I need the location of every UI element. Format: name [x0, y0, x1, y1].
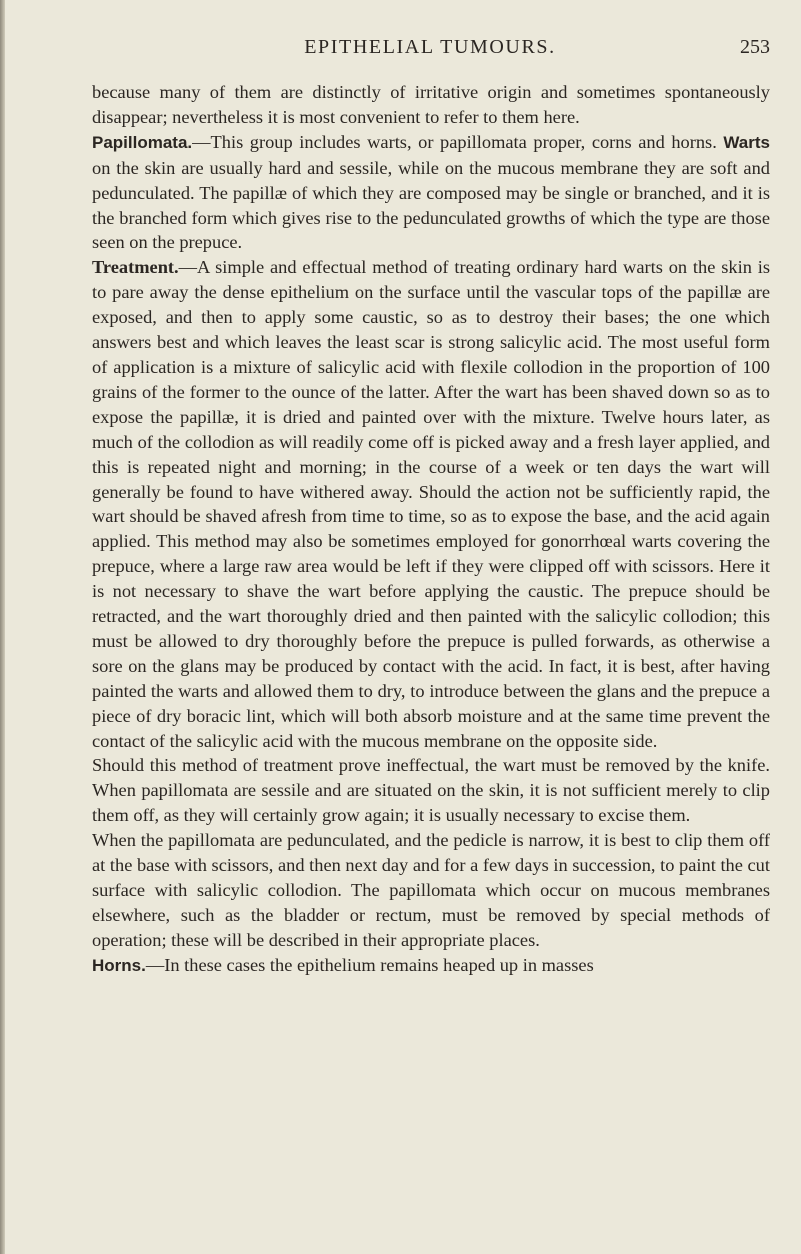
horns-text: —In these cases the epithelium remains heaped up in masses: [145, 954, 594, 975]
paragraph-horns: [92, 953, 770, 979]
papillomata-text-a: —This group includes warts, or papillomata proper, corns and horns.: [192, 131, 724, 152]
papillomata-text-b: on the skin are usually hard and sessile, while on the mucous membrane they are soft and pedunculated. The papillæ of which they are composed may be single or branched, and it is the branched form which gives rise to the pedunculated growths of which the type are those seen on the prepuce.: [92, 157, 770, 253]
paragraph-treatment: [92, 255, 770, 753]
heading-horns: Horns.: [92, 955, 146, 975]
page-header: [90, 36, 770, 64]
body-text: [92, 80, 770, 979]
paragraph-continuation: because many of them are distinctly of irritative origin and sometimes spontaneously disappear; nevertheless it is most convenient to refer to them here.: [92, 82, 770, 127]
paragraph-pedunculated: When the papillomata are pedunculated, and the pedicle is narrow, it is best to clip them off at the base with scissors, and then next day and for a few days in succession, to paint the cut surface with salicylic collodion. The papillomata which occur on mucous membranes elsewhere, such as the bladder or rectum, must be removed by special methods of operation; these will be described in their appropriate places.: [92, 830, 770, 950]
paragraph-papillomata: [92, 130, 770, 256]
page-binding-edge: [0, 0, 5, 1254]
heading-treatment: Treatment.: [92, 257, 179, 278]
paragraph-excision: Should this method of treatment prove ineffectual, the wart must be removed by the knife. When papillomata are sessile and are situated on the skin, it is not sufficient merely to clip them off, as they will certainly grow again; it is usually necessary to excise them.: [92, 755, 770, 826]
page-number: 253: [740, 36, 770, 58]
heading-warts: Warts: [723, 132, 770, 152]
running-head: EPITHELIAL TUMOURS.: [304, 36, 556, 58]
treatment-text: —A simple and effectual method of treating ordinary hard warts on the skin is to pare away the dense epithelium on the surface until the vascular tops of the papillæ are exposed, and then to apply some caustic, so as to destroy their bases; the one which answers best and which leaves the least scar is strong salicylic acid. The most useful form of application is a mixture of salicylic acid with flexile collodion in the proportion of 100 grains of the former to the ounce of the latter. After the wart has been shaved down so as to expose the papillæ, it is dried and painted over with the mixture. Twelve hours later, as much of the collodion as will readily come off is picked away and a fresh layer applied, and this is repeated night and morning; in the course of a week or ten days the wart will generally be found to have withered away. Should the action not be sufficiently rapid, the wart should be shaved afresh from time to time, so as to expose the base, and the acid again applied. This method may also be sometimes employed for gonorrhœal warts covering the prepuce, where a large raw area would be left if they were clipped off with scissors. Here it is not necessary to shave the wart before applying the caustic. The prepuce should be retracted, and the wart thoroughly dried and then painted with the salicylic collodion; this must be allowed to dry thoroughly before the prepuce is pulled forwards, as otherwise a sore on the glans may be produced by contact with the acid. In fact, it is best, after having painted the warts and allowed them to dry, to introduce between the glans and the prepuce a piece of dry boracic lint, which will both absorb moisture and at the same time prevent the contact of the salicylic acid with the mucous membrane on the opposite side.: [92, 257, 770, 751]
heading-papillomata: Papillomata.: [92, 132, 193, 152]
